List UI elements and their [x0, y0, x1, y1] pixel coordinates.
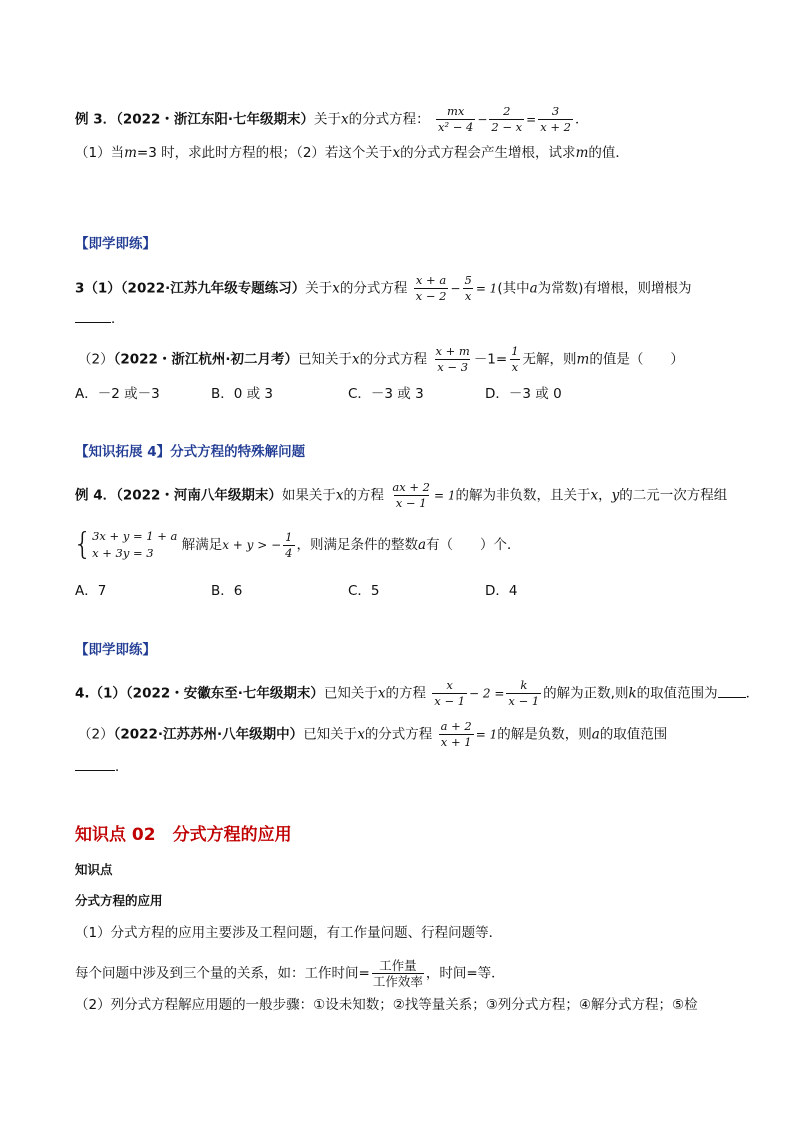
var: m	[575, 145, 589, 161]
numerator: x + m	[435, 344, 470, 358]
option-b[interactable]: B．6	[211, 583, 243, 599]
text: 的值是（ ）	[589, 351, 684, 368]
knowledge-label: 知识点	[75, 862, 113, 877]
numerator: x	[446, 678, 453, 692]
subsection-title: 分式方程的应用	[75, 893, 163, 908]
var: m	[124, 145, 137, 161]
text: 的取值范围	[599, 726, 668, 743]
equation: 3x + y = 1 + a	[92, 529, 178, 543]
op: －1=	[473, 351, 508, 368]
var: y	[611, 487, 620, 504]
equation: x + 3y = 3	[92, 546, 154, 560]
answer-blank-line	[75, 309, 125, 329]
text: ，	[598, 487, 612, 504]
text: 关于	[305, 280, 333, 297]
fraction	[414, 273, 449, 304]
text: （1）当	[75, 145, 125, 161]
text: 为常数)有增根，则增根为	[537, 280, 692, 297]
denominator: 2 − x	[491, 120, 523, 134]
fraction	[390, 480, 432, 511]
text: 已知关于	[323, 685, 378, 702]
fraction	[283, 530, 294, 561]
section-title: 知识点 02 分式方程的应用	[75, 825, 292, 845]
paragraph: （2）列分式方程解应用题的一般步骤：①设未知数；②找等量关系；③列分式方程；④解分式方程；⑤检	[75, 997, 698, 1013]
source-tag: （2022・浙江杭州·初二月考）	[113, 351, 299, 368]
example-3-question	[75, 143, 629, 163]
var: k	[628, 685, 637, 702]
numerator: 1	[511, 344, 519, 358]
var: x	[392, 145, 401, 161]
practice-header: 【即学即练】	[75, 642, 156, 658]
fraction	[506, 678, 541, 709]
denominator: x − 1	[434, 694, 466, 708]
fraction	[509, 344, 520, 375]
text: 无解，则	[522, 351, 577, 368]
op: − 2 =	[469, 686, 505, 701]
var: x	[335, 487, 344, 504]
denominator: x − 1	[395, 496, 427, 510]
denominator: x + 2	[540, 120, 571, 134]
var: x	[341, 111, 349, 128]
op: = 1	[475, 727, 498, 742]
var: x	[357, 726, 365, 743]
fraction	[433, 344, 471, 375]
fraction	[489, 104, 524, 135]
question-3-1	[75, 273, 691, 304]
fraction	[372, 958, 424, 989]
numerator: mx	[446, 104, 465, 118]
var: a	[591, 726, 600, 743]
option-b[interactable]: B．0 或 3	[211, 386, 274, 402]
brace-icon: {	[73, 527, 93, 562]
var: a	[529, 280, 538, 297]
denominator: 工作效率	[372, 974, 423, 989]
var: x	[377, 685, 386, 702]
numerator: 5	[464, 273, 472, 287]
text: 关于	[314, 111, 342, 128]
text: 的分式方程	[359, 351, 428, 368]
var: x	[352, 351, 360, 368]
text: 解满足	[181, 537, 223, 553]
op: = 1	[475, 281, 498, 296]
text: ，则满足条件的整数	[296, 537, 418, 553]
fraction	[432, 678, 467, 709]
option-a[interactable]: A．－2 或－3	[75, 386, 160, 402]
text: 的分式方程会产生增根，试求	[400, 145, 576, 161]
text: 已知关于	[303, 726, 358, 743]
text: 的解为正数,则	[543, 685, 629, 702]
var: x	[332, 280, 340, 297]
option-c[interactable]: C．5	[348, 583, 380, 599]
text: 的二元一次方程组	[619, 487, 728, 504]
answer-blank-line	[75, 757, 129, 777]
denominator: x + 1	[440, 735, 472, 749]
denominator: x	[464, 289, 472, 303]
option-c[interactable]: C．－3 或 3	[348, 386, 424, 402]
source-tag: （2022・浙江东阳·七年级期末）	[116, 111, 315, 128]
paragraph-with-fraction	[75, 958, 505, 989]
fraction	[538, 104, 573, 135]
answer-blank[interactable]	[75, 310, 111, 323]
source-tag: （2022・河南八年级期末）	[116, 487, 282, 504]
example-3-line	[75, 104, 588, 135]
var: x	[590, 487, 599, 504]
text: 的值．	[588, 145, 629, 161]
text: 的解为非负数，且关于	[455, 487, 591, 504]
text: ．	[745, 685, 760, 702]
question-label: （2）	[78, 726, 114, 743]
op: −	[450, 281, 461, 296]
text: 的分式方程	[364, 726, 433, 743]
numerator: 工作量	[379, 958, 417, 973]
text: ．	[574, 111, 589, 128]
text: ，时间=等．	[425, 965, 505, 982]
text: (其中	[497, 280, 530, 297]
text: 的方程	[343, 487, 385, 504]
numerator: 3	[551, 104, 560, 118]
text: 每个问题中涉及到三个量的关系，如：工作时间=	[75, 965, 370, 982]
op: = 1	[433, 488, 456, 503]
numerator: x + a	[415, 273, 447, 287]
paragraph: （1）分式方程的应用主要涉及工程问题，有工作量问题、行程问题等．	[75, 925, 503, 941]
text: 的取值范围为	[636, 685, 718, 702]
option-d[interactable]: D．－3 或 0	[485, 386, 562, 402]
numerator: ax + 2	[392, 480, 430, 494]
question-label: 3（1）	[75, 280, 121, 297]
question-3-2	[78, 344, 684, 375]
fraction	[439, 719, 474, 750]
source-tag: （2022·江苏苏州·八年级期中）	[113, 726, 304, 743]
numerator: k	[520, 678, 528, 692]
example-4-system-line	[73, 528, 521, 562]
answer-blank[interactable]	[718, 685, 746, 698]
extension-header: 【知识拓展 4】分式方程的特殊解问题	[75, 444, 306, 460]
answer-blank[interactable]	[75, 758, 115, 771]
var: m	[576, 351, 590, 368]
question-4-1	[75, 678, 759, 709]
practice-header: 【即学即练】	[75, 236, 156, 252]
source-tag: （2022·江苏九年级专题练习）	[120, 280, 306, 297]
text: =3 时，求此时方程的根；（2）若这个关于	[136, 145, 393, 161]
fraction	[462, 273, 473, 304]
text: ．	[115, 759, 129, 775]
denominator: x	[511, 360, 519, 374]
op: =	[526, 112, 537, 127]
numerator: a + 2	[440, 719, 472, 733]
text: 的分式方程：	[348, 111, 430, 128]
example-label: 例 4．	[75, 487, 117, 504]
denominator: x − 1	[508, 694, 540, 708]
option-a[interactable]: A．7	[75, 583, 107, 599]
var: a	[418, 537, 427, 553]
text: 已知关于	[298, 351, 353, 368]
text: ．	[111, 311, 125, 327]
example-label: 例 3．	[75, 111, 117, 128]
numerator: 2	[503, 104, 511, 118]
denominator: 4	[285, 545, 293, 560]
question-label: （2）	[78, 351, 114, 368]
denominator: x − 3	[437, 360, 469, 374]
fraction	[436, 104, 475, 135]
text: 的方程	[385, 685, 426, 702]
denominator: x² − 4	[437, 120, 474, 134]
text: 如果关于	[281, 487, 336, 504]
text: 的分式方程	[339, 280, 408, 297]
text: 的解是负数，则	[497, 726, 592, 743]
question-4-2	[78, 719, 667, 750]
condition: x + y > −	[222, 538, 282, 552]
option-d[interactable]: D．4	[485, 583, 518, 599]
op: −	[477, 112, 488, 127]
equation-system	[73, 528, 177, 562]
example-4-line	[75, 480, 727, 511]
text: 有（ ）个．	[426, 537, 521, 553]
numerator: 1	[285, 529, 293, 544]
source-tag: （2022・安徽东至·七年级期末）	[125, 685, 324, 702]
question-label: 4.（1）	[75, 685, 126, 702]
denominator: x − 2	[415, 289, 447, 303]
